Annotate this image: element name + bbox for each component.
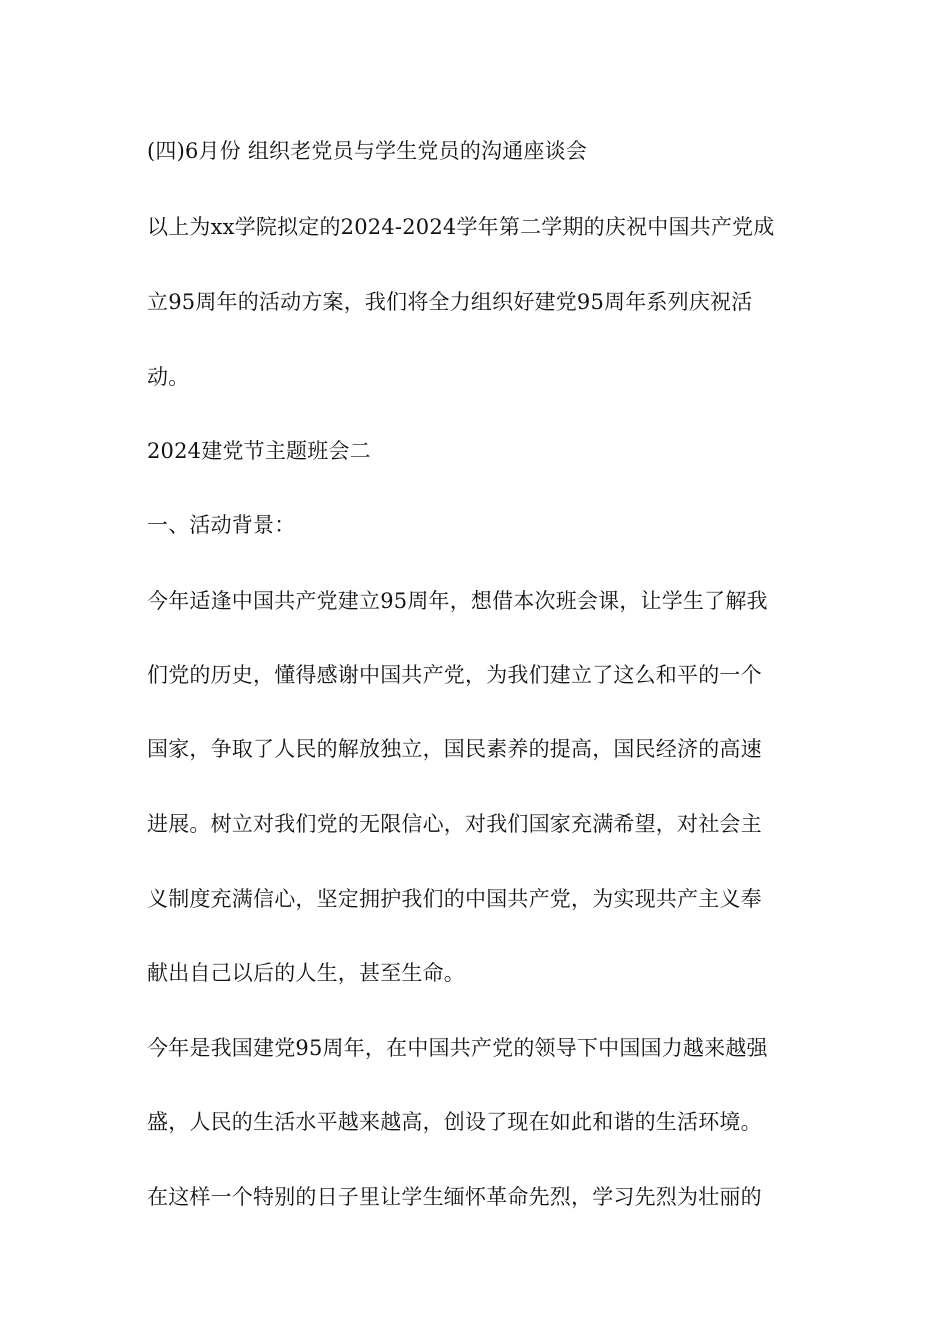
paragraph-line: 今年是我国建党95周年，在中国共产党的领导下中国国力越来越强 bbox=[147, 1036, 768, 1060]
paragraph-line: 在这样一个特别的日子里让学生缅怀革命先烈，学习先烈为壮丽的 bbox=[147, 1185, 762, 1209]
paragraph-line: 立95周年的活动方案，我们将全力组织好建党95周年系列庆祝活 bbox=[147, 290, 753, 314]
paragraph-line: 们党的历史，懂得感谢中国共产党，为我们建立了这么和平的一个 bbox=[147, 663, 762, 687]
paragraph-line: 今年适逢中国共产党建立95周年，想借本次班会课，让学生了解我 bbox=[147, 589, 768, 613]
paragraph-line: 国家，争取了人民的解放独立，国民素养的提高，国民经济的高速 bbox=[147, 737, 762, 761]
paragraph-line: 献出自己以后的人生，甚至生命。 bbox=[147, 961, 465, 985]
paragraph-line: 以上为xx学院拟定的2024-2024学年第二学期的庆祝中国共产党成 bbox=[147, 215, 775, 239]
paragraph-line: 盛，人民的生活水平越来越高，创设了现在如此和谐的生活环境。 bbox=[147, 1110, 762, 1134]
paragraph-line: 义制度充满信心，坚定拥护我们的中国共产党，为实现共产主义奉 bbox=[147, 887, 762, 911]
paragraph-line: 进展。树立对我们党的无限信心，对我们国家充满希望，对社会主 bbox=[147, 812, 762, 836]
paragraph-line: 动。 bbox=[147, 365, 190, 389]
section-heading-background: 一、活动背景： bbox=[147, 513, 296, 537]
section-heading-four: (四)6月份 组织老党员与学生党员的沟通座谈会 bbox=[147, 139, 588, 163]
document-subtitle: 2024建党节主题班会二 bbox=[147, 439, 371, 463]
